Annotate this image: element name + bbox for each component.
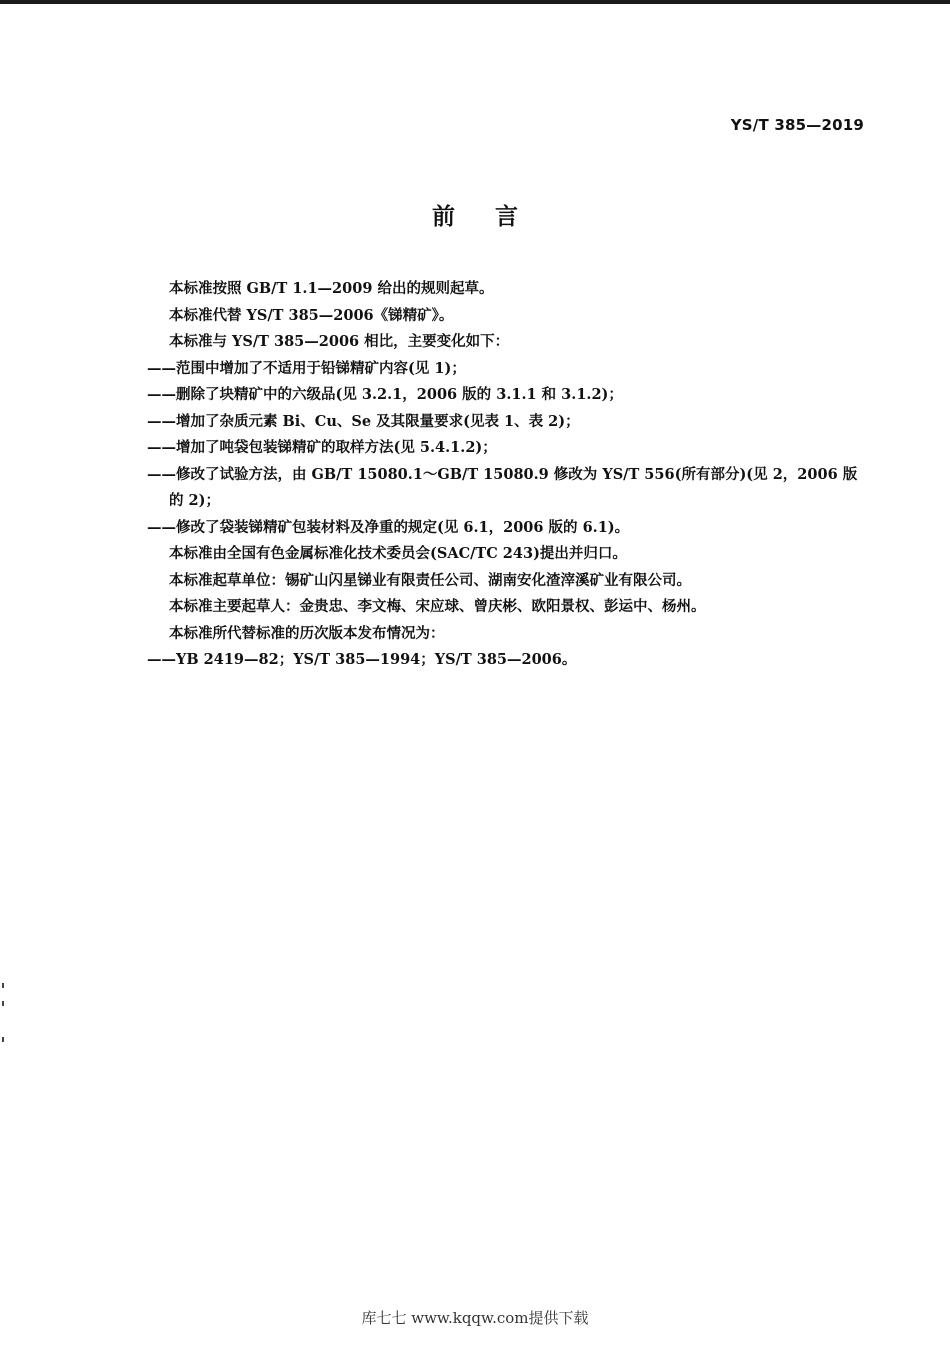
- paragraph: 本标准起草单位：锡矿山闪星锑业有限责任公司、湖南安化渣滓溪矿业有限公司。: [169, 571, 691, 589]
- margin-mark: [2, 1037, 4, 1042]
- margin-mark: [2, 983, 4, 988]
- paragraph: 本标准按照 GB/T 1.1—2009 给出的规则起草。: [169, 280, 494, 297]
- margin-mark: [2, 1001, 4, 1006]
- page-title: 前言: [432, 204, 558, 230]
- change-item: ——增加了杂质元素 Bi、Cu、Se 及其限量要求(见表 1、表 2)；: [147, 412, 580, 430]
- paragraph: 本标准与 YS/T 385—2006 相比，主要变化如下：: [169, 333, 510, 350]
- change-item: ——删除了块精矿中的六级品(见 3.2.1，2006 版的 3.1.1 和 3.1.2)；: [147, 386, 623, 403]
- change-item: ——范围中增加了不适用于铅锑精矿内容(见 1)；: [147, 359, 466, 377]
- top-rule: [0, 0, 950, 4]
- change-item: ——增加了吨袋包装锑精矿的取样方法(见 5.4.1.2)；: [147, 439, 497, 456]
- change-item: ——修改了袋装锑精矿包装材料及净重的规定(见 6.1，2006 版的 6.1)。: [147, 518, 630, 536]
- paragraph: 本标准主要起草人：金贵忠、李文梅、宋应球、曾庆彬、欧阳景权、彭运中、杨州。: [169, 598, 706, 615]
- edition-history: ——YB 2419—82；YS/T 385—1994；YS/T 385—2006。: [147, 651, 577, 668]
- footer-watermark: 库七七 www.kqqw.com提供下载: [361, 1309, 589, 1327]
- paragraph: 本标准所代替标准的历次版本发布情况为：: [169, 624, 445, 642]
- foreword-body: [147, 276, 867, 674]
- change-item: ——修改了试验方法，由 GB/T 15080.1～GB/T 15080.9 修改为 YS/T 556(所有部分)(见 2，2006 版的 2)；: [147, 465, 858, 509]
- paragraph: 本标准由全国有色金属标准化技术委员会(SAC/TC 243)提出并归口。: [169, 545, 627, 562]
- standard-number: YS/T 385—2019: [730, 116, 864, 134]
- paragraph: 本标准代替 YS/T 385—2006《锑精矿》。: [169, 306, 454, 324]
